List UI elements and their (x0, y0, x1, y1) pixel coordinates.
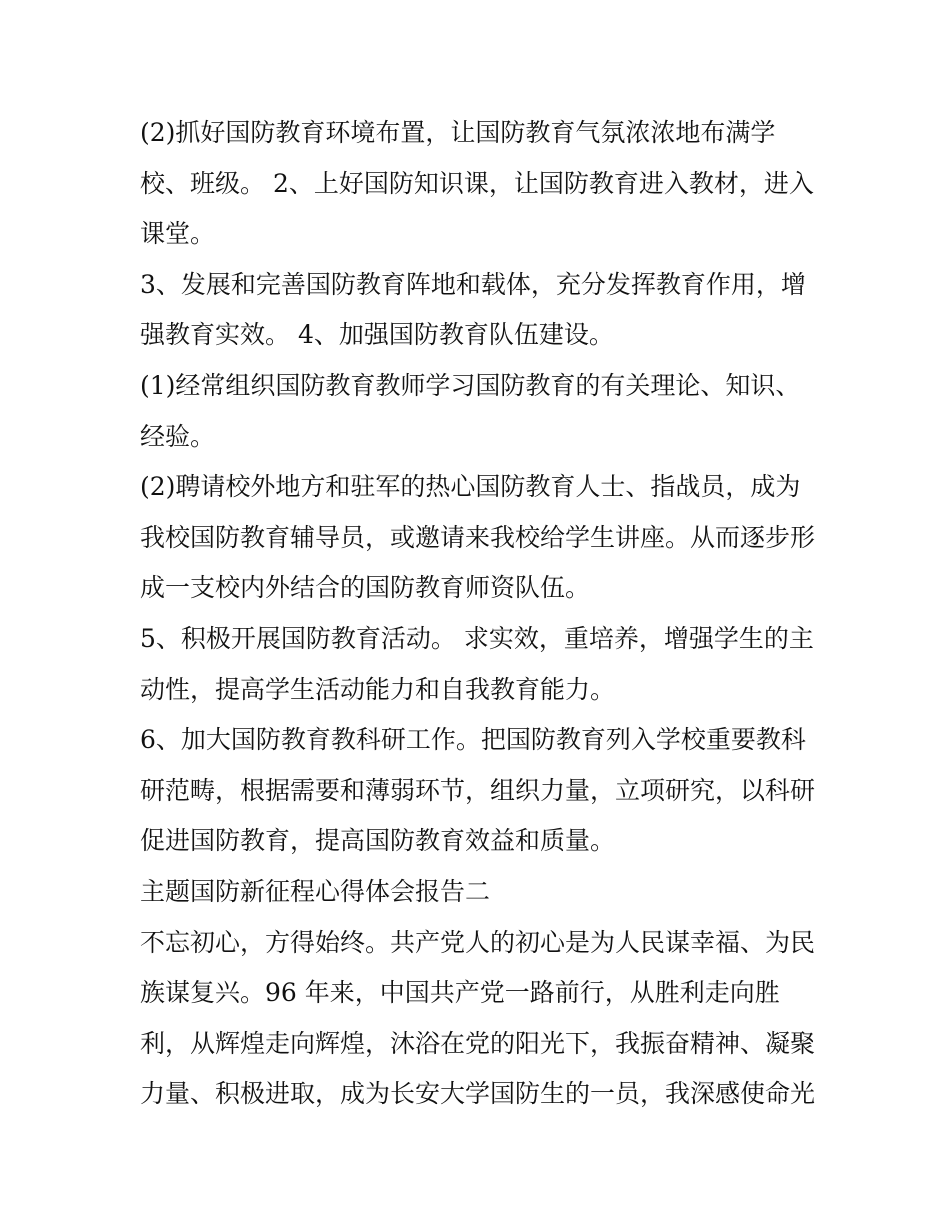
section-heading: 主题国防新征程心得体会报告二 (140, 876, 491, 906)
text-line: 经验。 (140, 421, 216, 451)
text-line: 6、加大国防教育教科研工作。把国防教育列入学校重要教科 (140, 725, 806, 755)
text-line: 成一支校内外结合的国防教育师资队伍。 (140, 573, 591, 603)
text-line: (2)聘请校外地方和驻军的热心国防教育人士、指战员，成为 (140, 472, 801, 502)
text-line: 促进国防教育，提高国防教育效益和质量。 (140, 826, 616, 856)
text-line: 我校国防教育辅导员，或邀请来我校给学生讲座。从而逐步形 (140, 522, 816, 552)
text-line: 动性，提高学生活动能力和自我教育能力。 (140, 674, 616, 704)
text-line: (1)经常组织国防教育教师学习国防教育的有关理论、知识、 (140, 370, 801, 400)
text-line: 利，从辉煌走向辉煌，沐浴在党的阳光下，我振奋精神、凝聚 (140, 1028, 816, 1058)
text-line: 强教育实效。 4、加强国防教育队伍建设。 (140, 320, 614, 350)
text-line: 5、积极开展国防教育活动。 求实效，重培养，增强学生的主 (140, 623, 814, 653)
text-line: 校、班级。 2、上好国防知识课，让国防教育进入教材，进入 (140, 168, 814, 198)
text-line: 研范畴，根据需要和薄弱环节，组织力量，立项研究，以科研 (140, 775, 816, 805)
text-line: 课堂。 (140, 219, 216, 249)
document-body (140, 108, 820, 1120)
text-line: (2)抓好国防教育环境布置，让国防教育气氛浓浓地布满学 (140, 118, 776, 147)
text-line: 力量、积极进取，成为长安大学国防生的一员，我深感使命光 (140, 1079, 816, 1109)
text-line: 不忘初心，方得始终。共产党人的初心是为人民谋幸福、为民 (140, 927, 816, 957)
text-line: 族谋复兴。96 年来，中国共产党一路前行，从胜利走向胜 (140, 978, 780, 1008)
text-line: 3、发展和完善国防教育阵地和载体，充分发挥教育作用，增 (140, 269, 806, 299)
